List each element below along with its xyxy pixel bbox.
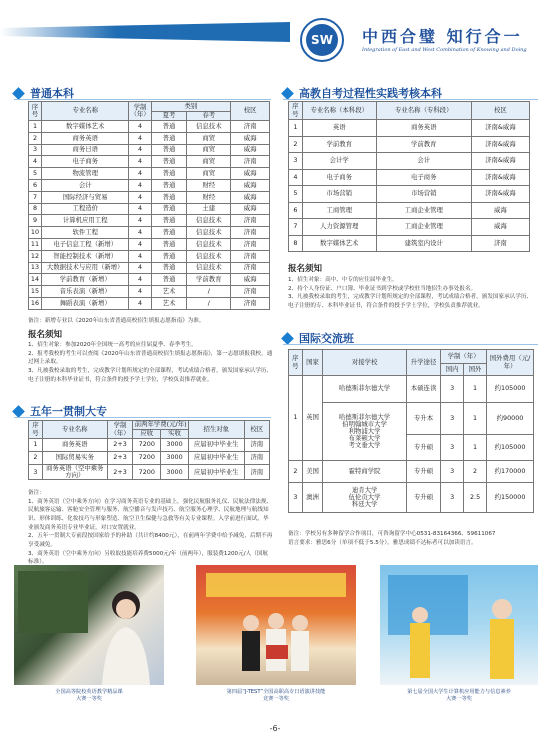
logo-mark: SW [306,24,338,56]
cell-campus: 威海 [231,274,270,286]
cell-campus: 济南&威海 [471,153,529,170]
cell-years: 4 [129,132,151,144]
cell-campus: 济南 [244,439,270,452]
cell-level: 专升硕 [406,461,440,483]
table-row [289,235,530,252]
cell-summer: 普通 [151,238,187,250]
cell-spring: 商贸 [187,156,231,168]
table-row [289,153,530,170]
cell-spring: 信息技术 [187,215,231,227]
th-fee-a: 应收 [133,430,161,439]
table-row [29,168,270,180]
th-no: 序号 [289,350,303,376]
cell-major-b: 工商企业管理 [376,202,471,219]
cell-school: 哈德斯菲尔德大学 伯明翰城市大学 利物浦大学 布莱顿大学 考文垂大学 [323,403,407,461]
undergrad-title: 普通本科 [30,87,74,100]
cell-major-b: 电子商务 [376,169,471,186]
cell-no: 15 [29,286,42,298]
cell-major-a: 英语 [302,120,376,137]
cell-no: 11 [29,238,42,250]
cell-summer: 普通 [151,168,187,180]
cell-summer: 普通 [151,250,187,262]
cell-years: 4 [129,156,151,168]
cell-spring: 信息技术 [187,227,231,239]
cell-campus: 威海 [231,203,270,215]
cell-summer: 普通 [151,262,187,274]
cell-years: 4 [129,286,151,298]
cell-no: 7 [29,191,42,203]
cell-no: 6 [289,202,303,219]
cell-major: 电子信息工程（新增） [41,238,128,250]
cell-major-b: 学前教育 [376,136,471,153]
cell-spring: 财经 [187,191,231,203]
cell-dom: 3 [441,376,464,403]
cell-major: 音乐表演（新增） [41,286,128,298]
cell-campus: 济南&威海 [471,120,529,137]
cell-major: 会计 [41,179,128,191]
cell-spring: 商贸 [187,132,231,144]
self-exam-notice-title: 报名须知 [288,264,323,274]
cell-fee: 约170000 [487,461,534,483]
cell-years: 4 [129,144,151,156]
award-photo-teacher [14,565,164,685]
cell-summer: 普通 [151,203,187,215]
cell-no: 4 [289,169,303,186]
cell-fee: 约150000 [487,483,534,513]
table-row [289,219,530,236]
cell-years: 4 [129,274,151,286]
cell-dom: 3 [441,461,464,483]
cell-country: 澳洲 [302,483,323,513]
cell-major-b: 建筑室内设计 [376,235,471,252]
cell-country: 美国 [302,461,323,483]
cell-fee-b: 3000 [161,465,189,480]
cell-years: 2+3 [107,439,133,452]
cell-no: 4 [29,156,42,168]
table-row [29,227,270,239]
cell-no: 2 [29,132,42,144]
school-logo [300,18,344,62]
students-figure-icon [380,565,538,685]
cell-dom: 3 [441,435,464,461]
cell-no: 13 [29,262,42,274]
cell-dom: 3 [441,483,464,513]
cell-no: 2 [289,461,303,483]
table-row [289,461,534,483]
cell-major-a: 会计学 [302,153,376,170]
table-row [289,403,534,435]
table-row [29,238,270,250]
cell-fee: 约105000 [487,435,534,461]
undergrad-notice [28,341,273,384]
th-years: 学制（年） [129,102,151,121]
cell-fee: 约105000 [487,376,534,403]
table-row [29,250,270,262]
cell-campus: 威海 [231,144,270,156]
cell-major: 商务英语（空中乘务方向） [42,465,107,480]
cell-fee: 约90000 [487,403,534,435]
cell-no: 3 [289,483,303,513]
th-no: 序号 [289,102,303,120]
cell-no: 8 [289,235,303,252]
notice-line: 2、报考我校的考生可以查阅《2020年山东省普通高校招生填报志愿指南》，第一志愿填报我校，通过网上录取。 [28,350,273,366]
table-row [289,376,534,403]
th-domestic: 国内 [441,364,464,376]
cell-years: 4 [129,250,151,262]
table-row [29,156,270,168]
cell-major-a: 电子商务 [302,169,376,186]
cell-no: 8 [29,203,42,215]
cell-fee-a: 7200 [133,452,161,465]
note-line: 备注： [28,490,45,496]
cell-summer: 普通 [151,156,187,168]
cell-abr: 1 [464,403,487,435]
section-divider [283,344,538,345]
undergrad-note: 备注：新增专业以《2020年山东省普通高校招生填报志愿指南》为准。 [28,318,205,324]
table-row [29,215,270,227]
cell-major: 数字媒体艺术 [41,121,128,133]
page-number: -6- [269,724,281,733]
cell-no: 3 [29,465,43,480]
cell-campus: 威海 [471,219,529,236]
th-campus: 校区 [244,421,270,439]
cell-no: 7 [289,219,303,236]
th-major-a: 专业名称（本科段） [302,102,376,120]
cell-campus: 威海 [231,179,270,191]
th-campus: 校区 [471,102,529,120]
five-year-title: 五年一贯制大专 [30,405,107,418]
th-summer: 夏考 [151,112,187,121]
cell-spring: 商贸 [187,144,231,156]
section-divider [283,99,538,100]
notice-line: 1、招生对象：高中、中专的应往届毕业生。 [288,277,398,283]
cell-years: 4 [129,238,151,250]
award-photo-jtest [196,565,356,685]
cell-abr: 1 [464,435,487,461]
note-line: 3、商务英语（空中乘务方向）另收取技能培养费5000元/年（前两年），服装费1200元/人（国航标准）。 [28,550,268,566]
table-row [29,286,270,298]
cell-summer: 普通 [151,274,187,286]
cell-target: 应届初中毕业生 [188,452,244,465]
photo-caption: 第七届全国大学生计算机应用能力与信息素养 大赛一等奖 [407,689,511,703]
cell-no: 3 [289,153,303,170]
cell-campus: 威海 [231,132,270,144]
cell-years: 4 [129,262,151,274]
cell-campus: 济南&威海 [471,169,529,186]
cell-no: 5 [289,186,303,203]
photo-caption: 第四届“J-TEST”全国高职高专日语演讲技能 竞赛一等奖 [226,689,326,703]
cell-spring: / [187,297,231,309]
cell-major: 商务英语 [42,439,107,452]
section-divider [14,417,271,418]
cell-major: 国际贸易实务 [42,452,107,465]
notice-line: 1、招生对象：参加2020年全国统一高考的应往届夏季、春季考生。 [28,342,197,348]
cell-school: 哈德斯菲尔德大学 [323,376,407,403]
cell-no: 2 [29,452,43,465]
cell-years: 4 [129,179,151,191]
cell-no: 10 [29,227,42,239]
section-divider [14,99,271,100]
cell-major-a: 市场营销 [302,186,376,203]
table-row [29,465,270,480]
th-fee: 前两年学费(元/年) [134,420,187,429]
table-row [29,144,270,156]
cell-major: 电子商务 [41,156,128,168]
cell-campus: 济南 [231,238,270,250]
cell-major: 软件工程 [41,227,128,239]
cell-no: 1 [289,120,303,137]
notice-line: 3、凡被我校录取的考生，完成教学计划所规定的全部课程，考试成绩合格者，颁发国家承认学历、电子注册的专、本科毕业证书，符合条件的授予学士学位，学校负责推荐就业。 [288,294,533,309]
cell-summer: 普通 [151,191,187,203]
th-fee-b: 实收 [161,430,189,439]
notice-line: 3、凡被我校录取的考生，完成教学计划所规定的全部课程，考试成绩合格者，颁发国家承认学历、电子注册的本科毕业证书，符合条件的授予学士学位，学校负责推荐就业。 [28,367,273,383]
cell-no: 12 [29,250,42,262]
table-row [29,121,270,133]
cell-major-a: 人力资源管理 [302,219,376,236]
cell-years: 4 [129,191,151,203]
cell-major-b: 市场营销 [376,186,471,203]
cell-spring: / [187,286,231,298]
cell-major: 物流管理 [41,168,128,180]
cell-no: 2 [289,136,303,153]
cell-no: 16 [29,297,42,309]
cell-major: 舞蹈表演（新增） [41,297,128,309]
th-no: 序号 [29,421,43,439]
table-row [289,186,530,203]
cell-years: 2+3 [107,452,133,465]
cell-summer: 普通 [151,144,187,156]
table-row [29,452,270,465]
students-figure-icon [196,565,356,685]
th-abroad: 国外 [464,364,487,376]
cell-major: 大数据技术与应用（新增） [41,262,128,274]
cell-spring: 土建 [187,203,231,215]
cell-fee-a: 7200 [133,465,161,480]
th-no: 序号 [29,102,42,121]
th-target: 招生对象 [188,421,244,439]
cell-major-a: 工商管理 [302,202,376,219]
table-row [29,179,270,191]
cell-campus: 济南 [231,227,270,239]
award-photo-computer [380,565,538,685]
cell-school: 迪肯大学 伍伦贡大学 科廷大学 [323,483,407,513]
table-row [29,274,270,286]
cell-campus: 济南 [244,452,270,465]
th-spring: 春考 [187,112,231,121]
cell-country: 英国 [302,376,323,461]
cell-level: 专升硕 [406,483,440,513]
cell-spring: 商贸 [187,168,231,180]
header-stripe [0,22,290,42]
cell-level: 本硕连读 [406,376,440,403]
cell-campus: 济南 [231,250,270,262]
cell-years: 4 [129,297,151,309]
intl-notes: 备注：学校另有多种留学合作项目，可咨询留学中心0531-83164366、59611067 语言要求：雅思6分（单项不低于5.5分），雅思成绩不达标者可以加读语言。 [288,531,496,546]
cell-campus: 济南&威海 [471,136,529,153]
cell-major: 商务英语 [41,132,128,144]
table-row [29,297,270,309]
cell-campus: 济南 [231,121,270,133]
intl-table [288,349,534,513]
cell-major: 智能控制技术（新增） [41,250,128,262]
page-header [0,0,550,62]
cell-campus: 济南 [231,262,270,274]
cell-target: 应届初中毕业生 [188,465,244,480]
th-fee: 国外费用（元/年） [487,350,534,376]
note-line: 2、五年一贯制大专前段按国家给予的补助（共计约8400元），在前两年学费中给予减免，后期不再享受减免。 [28,533,273,548]
table-row [29,439,270,452]
cell-summer: 普通 [151,121,187,133]
cell-spring: 信息技术 [187,121,231,133]
th-major: 专业名称 [41,102,128,121]
teacher-figure-icon [14,565,164,685]
cell-campus: 济南&威海 [471,186,529,203]
cell-spring: 信息技术 [187,262,231,274]
cell-major: 计算机应用工程 [41,215,128,227]
cell-major: 学前教育（新增） [41,274,128,286]
cell-campus: 济南 [471,235,529,252]
th-campus: 校区 [231,102,270,121]
cell-major: 商务日语 [41,144,128,156]
five-year-notes [28,489,273,567]
undergrad-table [28,101,270,310]
cell-years: 4 [129,227,151,239]
self-exam-table [288,101,530,252]
cell-summer: 艺术 [151,297,187,309]
table-row [29,132,270,144]
diamond-icon [281,87,294,100]
cell-major-b: 工商企业管理 [376,219,471,236]
cell-fee-a: 7200 [133,439,161,452]
cell-summer: 艺术 [151,286,187,298]
cell-major: 国际经济与贸易 [41,191,128,203]
cell-no: 9 [29,215,42,227]
intl-title: 国际交流班 [299,332,354,345]
cell-campus: 济南 [231,297,270,309]
table-row [289,136,530,153]
th-major-b: 专业名称（专科段） [376,102,471,120]
photo-caption: 全国高等院校英语教学精品课 大赛一等奖 [55,689,123,703]
cell-spring: 信息技术 [187,250,231,262]
cell-spring: 财经 [187,179,231,191]
table-row [289,120,530,137]
cell-target: 应届初中毕业生 [188,439,244,452]
table-row [29,203,270,215]
diamond-icon [281,332,294,345]
table-row [29,191,270,203]
th-country: 国家 [302,350,323,376]
cell-major-a: 学前教育 [302,136,376,153]
cell-campus: 济南 [231,286,270,298]
cell-summer: 普通 [151,215,187,227]
th-level: 升学途径 [406,350,440,376]
cell-dom: 3 [441,403,464,435]
th-school: 对接学校 [323,350,407,376]
cell-level: 专升本 [406,403,440,435]
cell-no: 1 [289,376,303,461]
school-motto: 中西合璧 知行合一 [362,27,523,46]
five-year-table [28,420,270,480]
cell-years: 4 [129,168,151,180]
cell-abr: 2 [464,461,487,483]
cell-campus: 济南 [244,465,270,480]
cell-years: 2+3 [107,465,133,480]
diamond-icon [12,405,25,418]
cell-major-b: 商务英语 [376,120,471,137]
cell-no: 1 [29,121,42,133]
self-exam-notice [288,276,533,311]
cell-abr: 2.5 [464,483,487,513]
cell-no: 1 [29,439,43,452]
cell-level: 专升硕 [406,435,440,461]
cell-years: 4 [129,121,151,133]
undergrad-notice-title: 报名须知 [28,330,63,340]
cell-spring: 信息技术 [187,238,231,250]
cell-campus: 威海 [471,202,529,219]
cell-campus: 威海 [231,191,270,203]
table-row [289,169,530,186]
cell-summer: 普通 [151,227,187,239]
notice-line: 2、持个人身份证、户口簿、毕业证书到学校或学校驻当地招生办事处报名。 [288,285,477,292]
cell-spring: 学前教育 [187,274,231,286]
diamond-icon [12,87,25,100]
school-motto-en: Integration of East and West Combination of Knowing and Doing [362,47,527,53]
cell-summer: 普通 [151,132,187,144]
cell-abr: 1 [464,376,487,403]
th-category: 类别 [151,102,231,112]
table-row [289,483,534,513]
cell-no: 6 [29,179,42,191]
cell-no: 5 [29,168,42,180]
cell-campus: 威海 [231,168,270,180]
cell-school: 霍特商学院 [323,461,407,483]
th-major: 专业名称 [42,421,107,439]
cell-major-b: 会计 [376,153,471,170]
cell-no: 14 [29,274,42,286]
note-line: 1、商务英语（空中乘务方向）在学习商务英语专业的基础上，强化民航服务礼仪、民航法律法规、民航旅客运输、客舱安全管理与服务、航空播音与发声技巧、航空服务心理学、民航地理与航线知识、形体训练、化妆技巧与形象塑造、航空卫生保健与急救等有关专业课程。入学前进行面试，毕业颁发商务英语专业毕业证，对口安置就业。 [28,498,273,531]
cell-no: 3 [29,144,42,156]
cell-campus: 济南 [231,156,270,168]
th-years: 学制（年） [441,350,487,364]
table-row [289,202,530,219]
table-row [29,262,270,274]
cell-fee-b: 3000 [161,439,189,452]
cell-campus: 济南 [231,215,270,227]
cell-fee-b: 3000 [161,452,189,465]
cell-major: 工程造价 [41,203,128,215]
th-years: 学制（年） [107,421,133,439]
cell-years: 4 [129,215,151,227]
cell-years: 4 [129,203,151,215]
cell-summer: 普通 [151,179,187,191]
self-exam-title: 高教自考过程性实践考核本科 [299,87,442,100]
cell-major-a: 数字媒体艺术 [302,235,376,252]
